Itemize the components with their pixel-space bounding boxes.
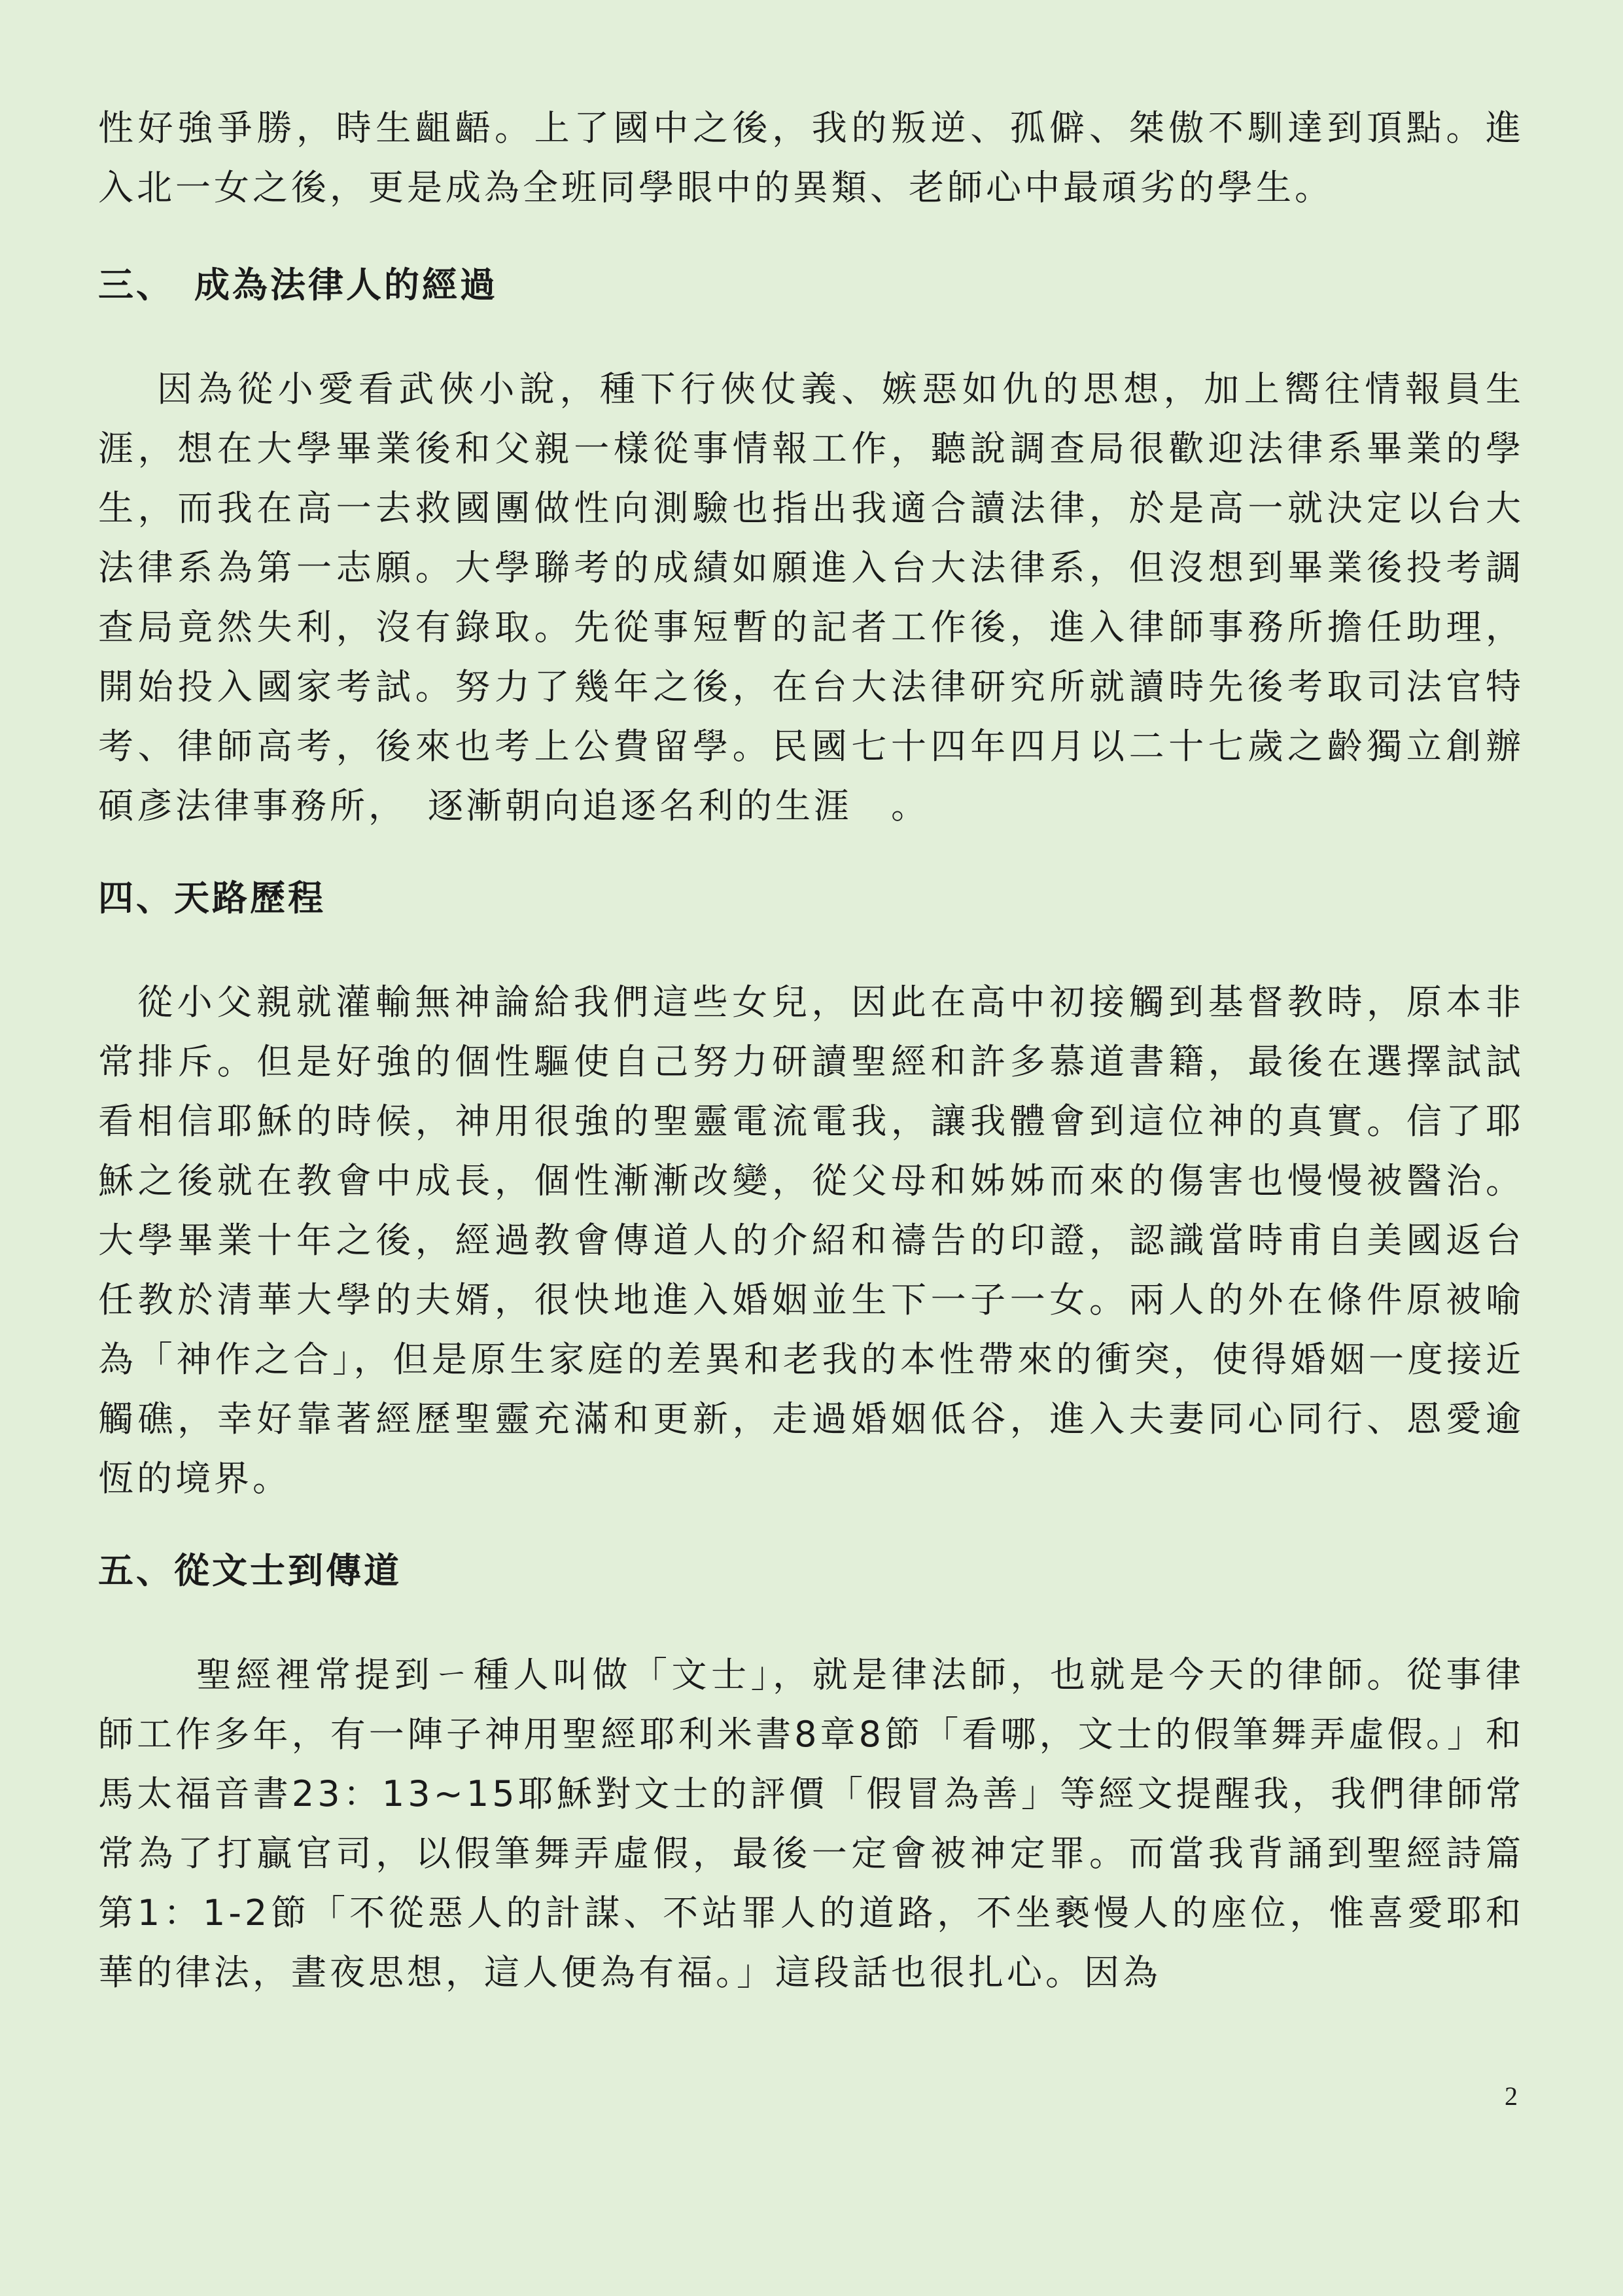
page-number: 2 — [1505, 2081, 1518, 2111]
paragraph-section-4: 從小父親就灌輸無神論給我們這些女兒，因此在高中初接觸到基督教時，原本非常排斥。但是好強的個性驅使自己努力研讀聖經和許多慕道書籍，最後在選擇試試看相信耶穌的時候，神用很強的聖靈電流電我，讓我體會到這位神的真實。信了耶穌之後就在教會中成長，個性漸漸改變，從父母和姊姊而來的傷害也慢慢被醫治。大學畢業十年之後，經過教會傳道人的介紹和禱告的印證，認識當時甫自美國返台任教於清華大學的夫婿，很快地進入婚姻並生下一子一女。兩人的外在條件原被喻為「神作之合」，但是原生家庭的差異和老我的本性帶來的衝突，使得婚姻一度接近觸礁，幸好靠著經歷聖靈充滿和更新，走過婚姻低谷，進入夫妻同心同行、恩愛逾恆的境界。 — [98, 981, 1524, 1499]
section-heading-4: 四、天路歷程 — [98, 877, 326, 919]
paragraph-continued: 性好強爭勝，時生齟齬。上了國中之後，我的叛逆、孤僻、桀傲不馴達到頂點。進入北一女之後，更是成為全班同學眼中的異類、老師心中最頑劣的學生。 — [98, 107, 1524, 208]
section-heading-5: 五、從文士到傳道 — [98, 1550, 402, 1591]
document-page — [98, 98, 1524, 2002]
paragraph-section-5: 聖經裡常提到ㄧ種人叫做「文士」，就是律法師，也就是今天的律師。從事律師工作多年，有一陣子神用聖經耶利米書8章8節「看哪，文士的假筆舞弄虛假。」和馬太福音書23：13~15耶穌對文士的評價「假冒為善」等經文提醒我，我們律師常常為了打贏官司，以假筆舞弄虛假，最後一定會被神定罪。而當我背誦到聖經詩篇第1：1-2節「不從惡人的計謀、不站罪人的道路，不坐褻慢人的座位，惟喜愛耶和華的律法，晝夜思想，這人便為有福。」這段話也很扎心。因為 — [98, 1654, 1524, 1993]
section-heading-3: 三、 成為法律人的經過 — [98, 264, 498, 306]
paragraph-section-3: 因為從小愛看武俠小說，種下行俠仗義、嫉惡如仇的思想，加上嚮往情報員生涯，想在大學畢業後和父親一樣從事情報工作，聽說調查局很歡迎法律系畢業的學生，而我在高一去救國團做性向測驗也指出我適合讀法律，於是高一就決定以台大法律系為第一志願。大學聯考的成績如願進入台大法律系，但沒想到畢業後投考調查局竟然失利，沒有錄取。先從事短暫的記者工作後，進入律師事務所擔任助理，開始投入國家考試。努力了幾年之後，在台大法律研究所就讀時先後考取司法官特考、律師高考，後來也考上公費留學。民國七十四年四月以二十七歲之齡獨立創辦碩彥法律事務所， 逐漸朝向追逐名利的生涯 。 — [98, 368, 1524, 826]
